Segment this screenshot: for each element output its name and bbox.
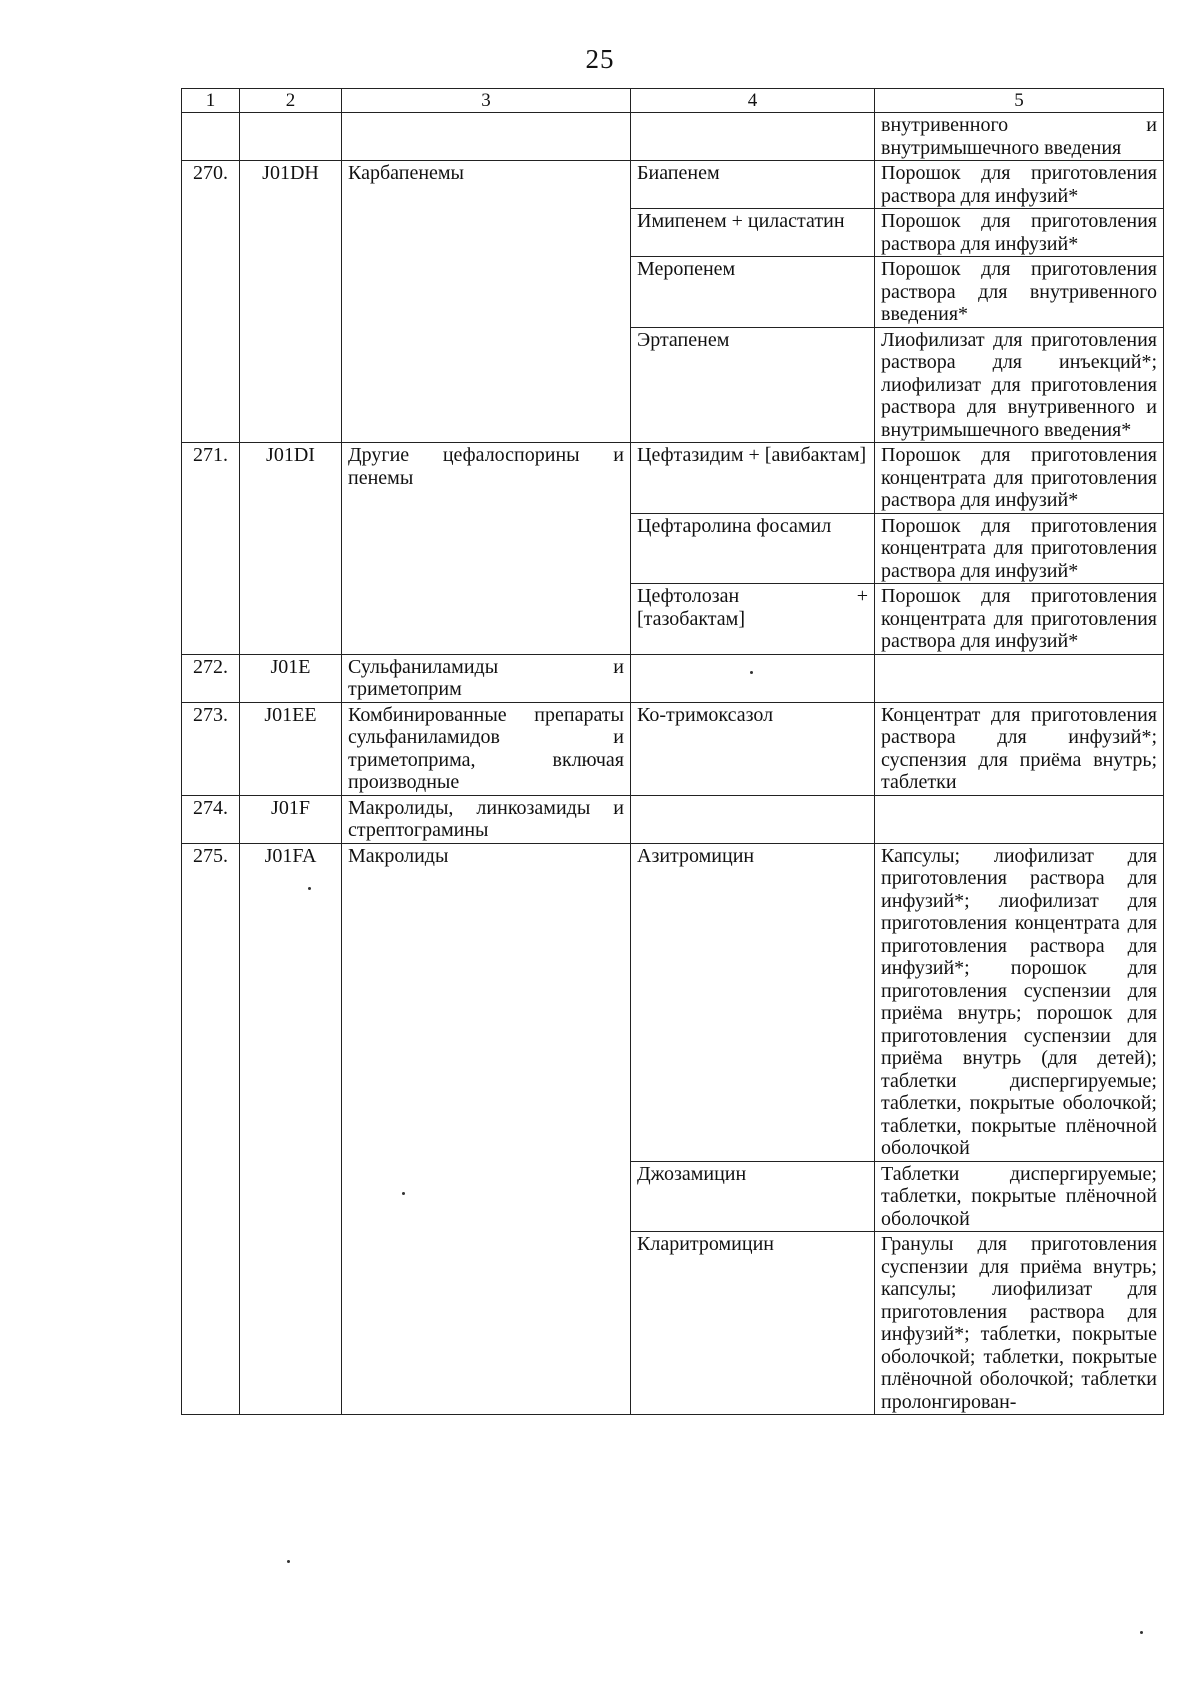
atc-group-name-cell: Макролиды, линкозамиды и стрептограмины xyxy=(342,795,631,843)
drug-name-cell: Кларитромицин xyxy=(631,1232,875,1415)
dosage-form-cell xyxy=(875,795,1164,843)
row-number-cell: 270. xyxy=(182,161,240,443)
column-header: 2 xyxy=(240,89,342,113)
row-number-cell: 275. xyxy=(182,843,240,1415)
atc-code-cell: J01E xyxy=(240,654,342,702)
drug-name-cell xyxy=(631,795,875,843)
dosage-form-cell xyxy=(875,654,1164,702)
row-number-cell: 273. xyxy=(182,702,240,795)
drug-name-cell: Ко-тримоксазол xyxy=(631,702,875,795)
atc-group-name-cell: Карбапенемы xyxy=(342,161,631,443)
atc-group-name-cell: Комбинированные препараты сульфаниламидов и триметоприма, включая производные xyxy=(342,702,631,795)
dosage-form-cell: Порошок для приготовления концентрата для приготовления раствора для инфузий* xyxy=(875,513,1164,584)
drug-name-cell: Азитромицин xyxy=(631,843,875,1161)
continuation-row xyxy=(182,113,1164,161)
table-body xyxy=(182,89,1164,1415)
column-header-row xyxy=(182,89,1164,113)
atc-code-cell: J01FA xyxy=(240,843,342,1415)
dosage-form-cell: Порошок для приготовления раствора для внутривенного введения* xyxy=(875,257,1164,328)
table-row xyxy=(182,843,1164,1161)
dosage-form-cell: Порошок для приготовления концентрата для приготовления раствора для инфузий* xyxy=(875,443,1164,514)
table-row xyxy=(182,795,1164,843)
drug-name-cell: Цефтолозан + [тазобактам] xyxy=(631,584,875,655)
dosage-form-cell: Таблетки диспергируемые; таблетки, покрытые плёночной оболочкой xyxy=(875,1161,1164,1232)
table-cell xyxy=(631,113,875,161)
column-header: 4 xyxy=(631,89,875,113)
dosage-form-cell: Гранулы для приготовления суспензии для приёма внутрь; капсулы; лиофилизат для приготовления раствора для инфузий*; таблетки, покрытые оболочкой; таблетки, покрытые плёночной оболочкой; таблетки пролонгирован- xyxy=(875,1232,1164,1415)
row-number-cell: 274. xyxy=(182,795,240,843)
scan-speck xyxy=(308,887,311,890)
medicines-table xyxy=(181,88,1164,1415)
column-header: 5 xyxy=(875,89,1164,113)
dosage-form-cell: Капсулы; лиофилизат для приготовления раствора для инфузий*; лиофилизат для приготовления концентрата для приготовления раствора для инфузий*; порошок для приготовления суспензии для приёма внутрь; порошок для приготовления суспензии для приёма внутрь (для детей); таблетки диспергируемые; таблетки, покрытые оболочкой; таблетки, покрытые плёночной оболочкой xyxy=(875,843,1164,1161)
atc-code-cell: J01DH xyxy=(240,161,342,443)
column-header: 1 xyxy=(182,89,240,113)
table-row xyxy=(182,443,1164,514)
column-header: 3 xyxy=(342,89,631,113)
atc-code-cell: J01F xyxy=(240,795,342,843)
drug-name-cell: Цефтаролина фосамил xyxy=(631,513,875,584)
scan-speck xyxy=(402,1192,405,1195)
scan-speck xyxy=(287,1560,290,1563)
table-row xyxy=(182,161,1164,209)
atc-group-name-cell: Другие цефалоспорины и пенемы xyxy=(342,443,631,655)
dosage-form-cell: Лиофилизат для приготовления раствора для инъекций*; лиофилизат для приготовления раствора для внутривенного и внутримышечного введения* xyxy=(875,327,1164,443)
dosage-form-cell: Порошок для приготовления концентрата для приготовления раствора для инфузий* xyxy=(875,584,1164,655)
dosage-form-cell: внутривенного и внутримышечного введения xyxy=(875,113,1164,161)
table-row xyxy=(182,702,1164,795)
page-number: 25 xyxy=(585,44,615,74)
row-number-cell: 272. xyxy=(182,654,240,702)
scan-speck xyxy=(750,671,753,674)
scan-speck xyxy=(1140,1631,1143,1634)
drug-name-cell: Имипенем + циластатин xyxy=(631,209,875,257)
drug-name-cell: Биапенем xyxy=(631,161,875,209)
table-cell xyxy=(240,113,342,161)
dosage-form-cell: Порошок для приготовления раствора для инфузий* xyxy=(875,209,1164,257)
atc-group-name-cell: Макролиды xyxy=(342,843,631,1415)
atc-code-cell: J01EE xyxy=(240,702,342,795)
drug-name-cell: Цефтазидим + [авибактам] xyxy=(631,443,875,514)
table-row xyxy=(182,654,1164,702)
atc-group-name-cell: Сульфаниламиды и триметоприм xyxy=(342,654,631,702)
drug-name-cell: Меропенем xyxy=(631,257,875,328)
drug-name-cell: Эртапенем xyxy=(631,327,875,443)
row-number-cell: 271. xyxy=(182,443,240,655)
dosage-form-cell: Концентрат для приготовления раствора для инфузий*; суспензия для приёма внутрь; таблетки xyxy=(875,702,1164,795)
table-cell xyxy=(342,113,631,161)
drug-name-cell: Джозамицин xyxy=(631,1161,875,1232)
drug-name-cell xyxy=(631,654,875,702)
table-cell xyxy=(182,113,240,161)
dosage-form-cell: Порошок для приготовления раствора для инфузий* xyxy=(875,161,1164,209)
atc-code-cell: J01DI xyxy=(240,443,342,655)
